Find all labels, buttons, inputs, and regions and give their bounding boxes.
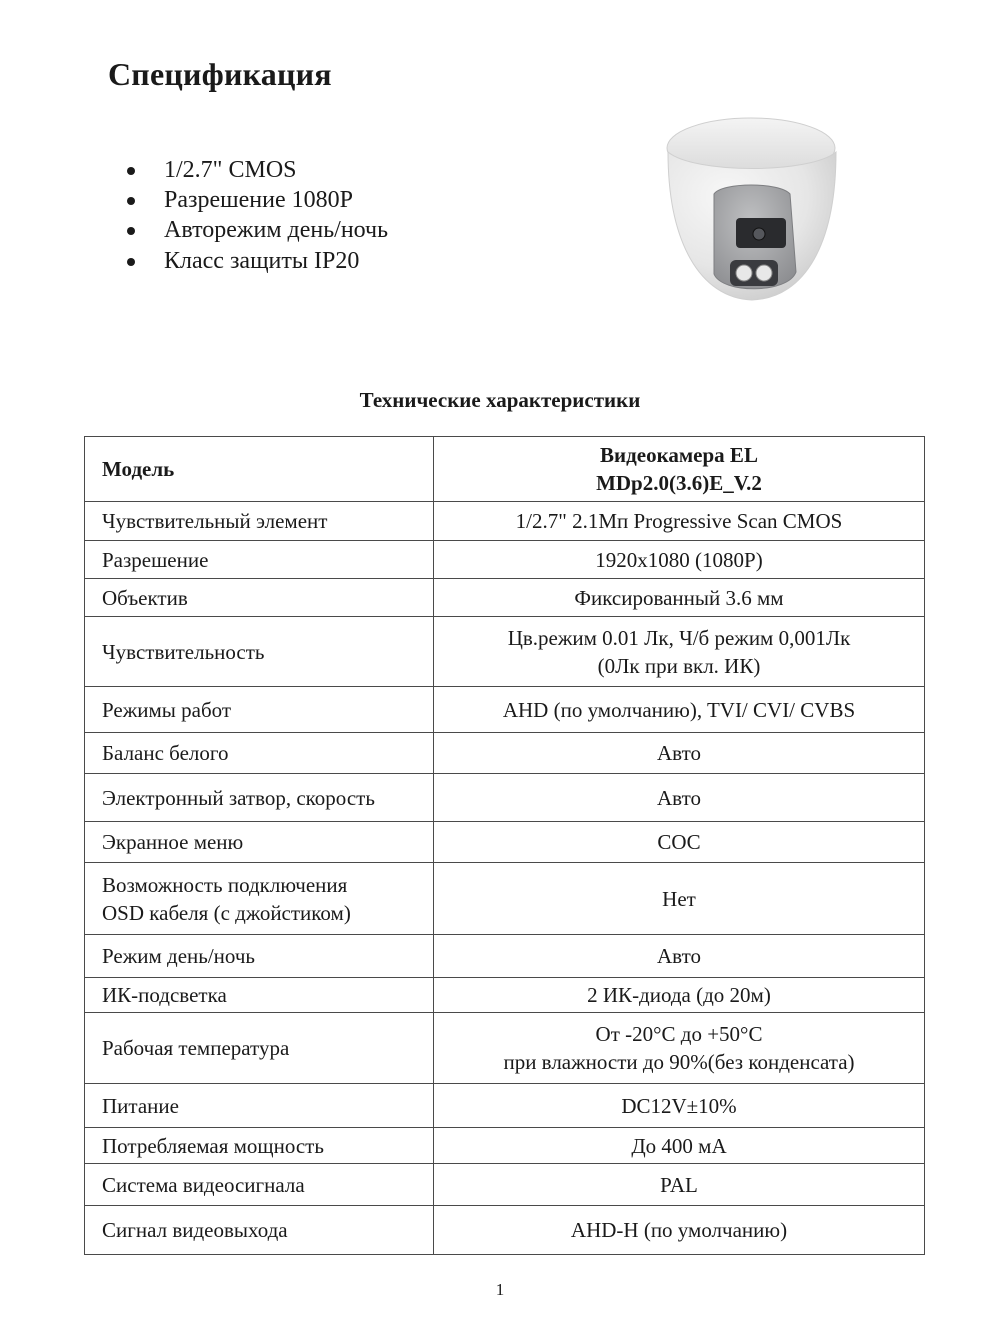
value-line-2: (0Лк при вкл. ИК) [597, 653, 761, 678]
feature-item: 1/2.7" CMOS [122, 155, 388, 185]
feature-list [122, 155, 388, 276]
ir-led-left-icon [736, 265, 752, 281]
key-cell: Система видеосигнала [85, 1164, 434, 1206]
table-row [85, 1128, 925, 1164]
dome-camera-image [660, 112, 842, 304]
header-value-cell [434, 437, 925, 502]
key-cell: Электронный затвор, скорость [85, 774, 434, 822]
value-cell: До 400 мА [434, 1128, 925, 1164]
value-cell: AHD (по умолчанию), TVI/ CVI/ CVBS [434, 687, 925, 733]
ir-led-right-icon [756, 265, 772, 281]
value-cell: Авто [434, 774, 925, 822]
table-header-row [85, 437, 925, 502]
table-row [85, 1206, 925, 1255]
feature-item: Класс защиты IP20 [122, 246, 388, 276]
table-row [85, 687, 925, 733]
value-cell: Авто [434, 733, 925, 774]
key-cell: Объектив [85, 579, 434, 617]
value-cell: DC12V±10% [434, 1084, 925, 1128]
table-row [85, 822, 925, 863]
page-title: Спецификация [108, 56, 332, 92]
table-title: Технические характеристики [359, 388, 641, 412]
key-cell: Потребляемая мощность [85, 1128, 434, 1164]
value-cell: 1920x1080 (1080P) [434, 541, 925, 579]
key-cell: Режим день/ночь [85, 935, 434, 978]
value-line-1: Цв.режим 0.01 Лк, Ч/б режим 0,001Лк [507, 625, 851, 650]
key-cell: Экранное меню [85, 822, 434, 863]
key-line-1: Возможность подключения [102, 872, 348, 897]
key-cell: Режимы работ [85, 687, 434, 733]
value-cell: 2 ИК-диода (до 20м) [434, 978, 925, 1013]
table-row [85, 935, 925, 978]
table-row [85, 617, 925, 687]
table-row [85, 733, 925, 774]
value-cell: PAL [434, 1164, 925, 1206]
key-line-2: OSD кабеля (с джойстиком) [102, 900, 351, 925]
table-row [85, 502, 925, 541]
table-row [85, 1084, 925, 1128]
value-cell: AHD-H (по умолчанию) [434, 1206, 925, 1255]
lens-icon [753, 228, 765, 240]
model-line-1: Видеокамера EL [600, 443, 758, 467]
table-row [85, 541, 925, 579]
page-number: 1 [495, 1280, 505, 1299]
key-cell: Сигнал видеовыхода [85, 1206, 434, 1255]
value-cell: Авто [434, 935, 925, 978]
key-cell: Разрешение [85, 541, 434, 579]
table-row [85, 1164, 925, 1206]
key-cell: ИК-подсветка [85, 978, 434, 1013]
value-line-1: От -20°C до +50°C [595, 1022, 763, 1046]
header-key-cell: Модель [85, 437, 434, 502]
key-cell: Питание [85, 1084, 434, 1128]
key-cell: Баланс белого [85, 733, 434, 774]
table-row [85, 1013, 925, 1084]
specs-table [84, 436, 925, 1255]
model-line-2: MDp2.0(3.6)E_V.2 [596, 471, 762, 495]
value-cell: Нет [434, 863, 925, 935]
value-cell [434, 1013, 925, 1084]
key-cell: Чувствительный элемент [85, 502, 434, 541]
key-cell: Чувствительность [85, 617, 434, 687]
value-cell [434, 617, 925, 687]
key-cell [85, 863, 434, 935]
table-row [85, 978, 925, 1013]
key-cell: Рабочая температура [85, 1013, 434, 1084]
value-cell: 1/2.7" 2.1Мп Progressive Scan CMOS [434, 502, 925, 541]
value-line-2: при влажности до 90%(без конденсата) [503, 1050, 855, 1074]
table-row [85, 579, 925, 617]
feature-item: Разрешение 1080P [122, 185, 388, 215]
table-row [85, 774, 925, 822]
value-cell: COC [434, 822, 925, 863]
table-row [85, 863, 925, 935]
value-cell: Фиксированный 3.6 мм [434, 579, 925, 617]
feature-item: Авторежим день/ночь [122, 215, 388, 246]
